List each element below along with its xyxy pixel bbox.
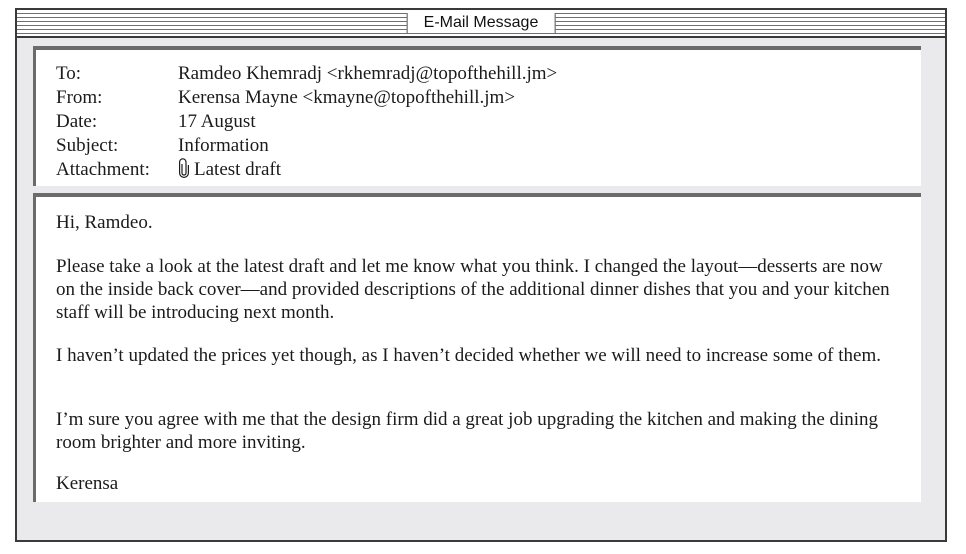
to-value[interactable]: Ramdeo Khemradj <rkhemradj@topofthehill.jm> <box>178 63 558 84</box>
signature: Kerensa <box>56 473 119 494</box>
paragraph-1: Please take a look at the latest draft and let me know what you think. I changed the layout—desserts are now on the inside back cover—and provided descriptions of the additional dinner dishes that you and your kitchen staff will be introducing next month. <box>56 256 890 323</box>
to-label: To: <box>56 63 82 84</box>
paperclip-icon <box>178 158 190 185</box>
email-body <box>33 193 921 502</box>
paragraph-3: I’m sure you agree with me that the design firm did a great job upgrading the kitchen and making the dining room brighter and more inviting. <box>56 409 879 453</box>
attachment-name: Latest draft <box>194 159 282 180</box>
attachment-link[interactable] <box>178 158 281 185</box>
attachment-label: Attachment: <box>56 159 150 180</box>
email-window <box>15 8 947 542</box>
email-header <box>33 46 921 186</box>
date-value: 17 August <box>178 111 256 132</box>
window-title: E-Mail Message <box>407 13 556 33</box>
greeting: Hi, Ramdeo. <box>56 212 153 233</box>
title-bar[interactable] <box>17 10 945 38</box>
from-value[interactable]: Kerensa Mayne <kmayne@topofthehill.jm> <box>178 87 516 108</box>
date-label: Date: <box>56 111 98 132</box>
subject-value: Information <box>178 135 269 156</box>
paragraph-2: I haven’t updated the prices yet though, as I haven’t decided whether we will need to increase some of them. <box>56 345 881 366</box>
subject-label: Subject: <box>56 135 119 156</box>
from-label: From: <box>56 87 103 108</box>
